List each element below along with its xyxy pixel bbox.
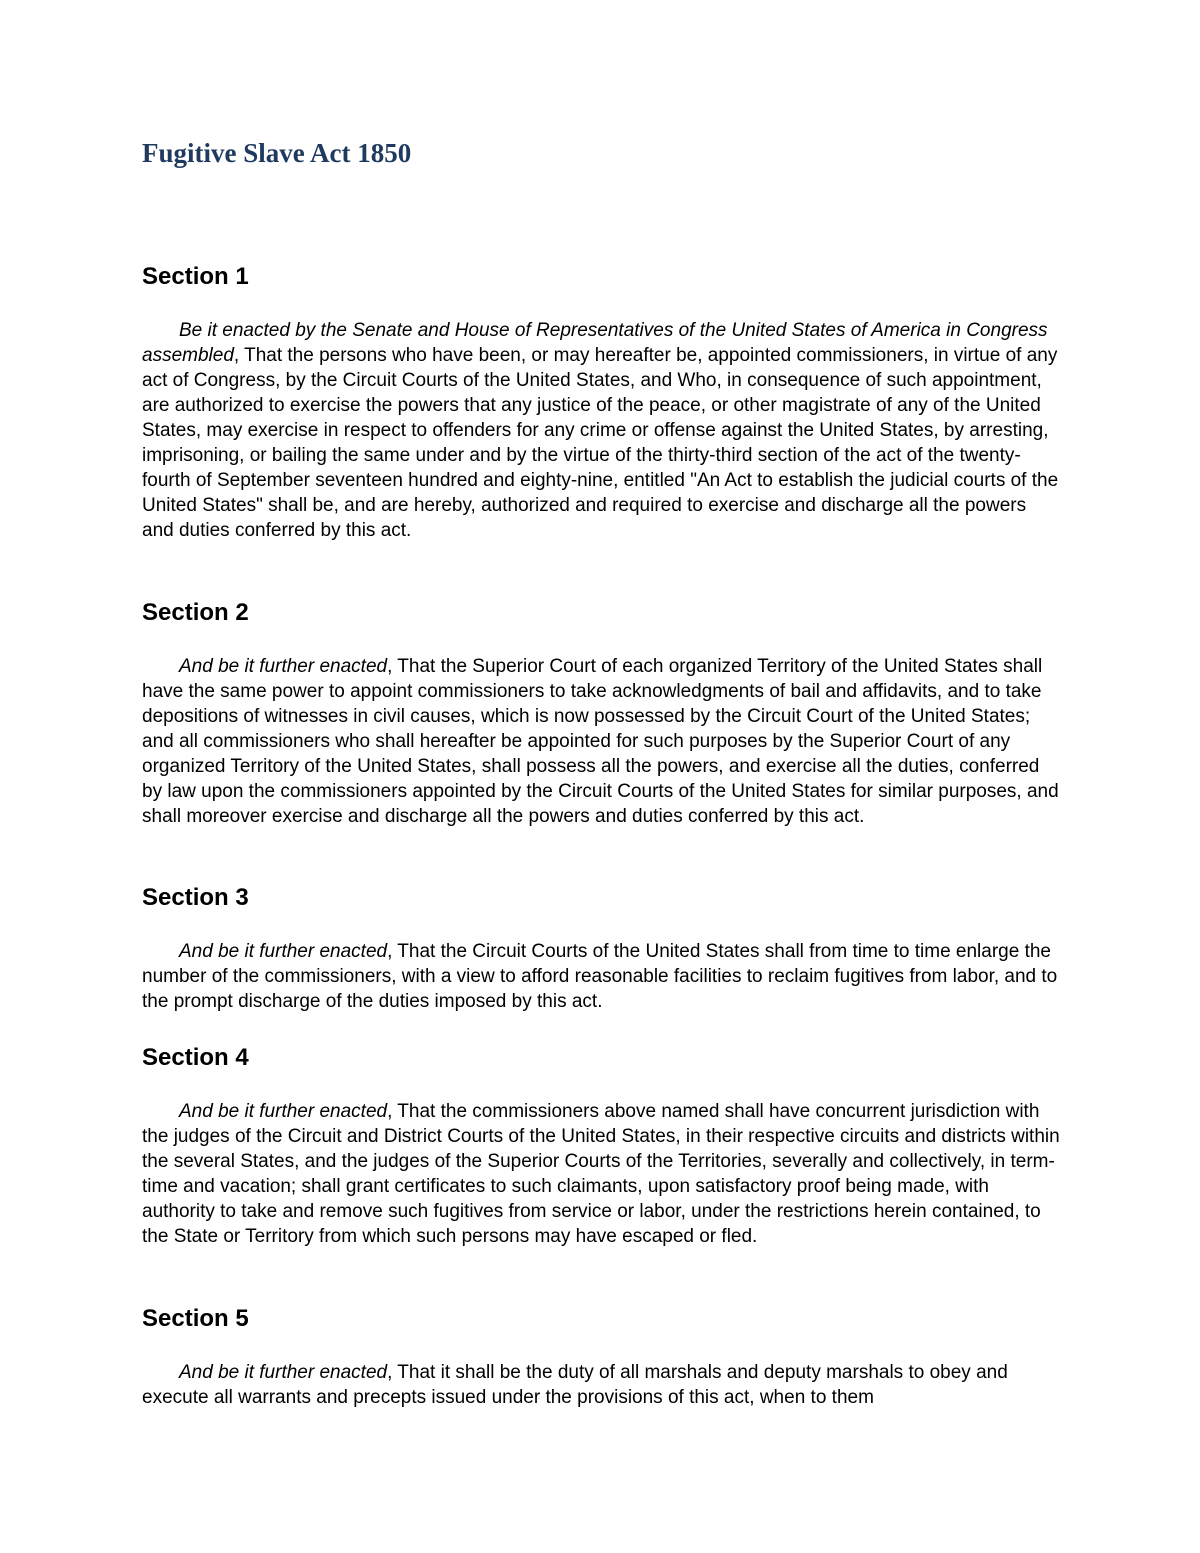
section-heading: Section 1 — [142, 263, 249, 290]
enacting-clause: And be it further enacted — [179, 1101, 388, 1122]
section-2 — [142, 598, 1062, 829]
section-paragraph — [142, 1099, 1062, 1249]
section-text: , That the Circuit Courts of the United States shall from time to time enlarge the number of the commissioners, with a view to afford reasonable facilities to reclaim fugitives from labor, and to the prompt discharge of the duties imposed by this act. — [142, 941, 1058, 1012]
section-heading: Section 2 — [142, 599, 249, 626]
section-5 — [142, 1304, 1062, 1410]
section-heading: Section 4 — [142, 1044, 249, 1071]
section-heading: Section 3 — [142, 884, 249, 911]
section-text: , That the commissioners above named shall have concurrent jurisdiction with the judges of the Circuit and District Courts of the United States, in their respective circuits and districts within the several States, and the judges of the Superior Courts of the Territories, severally and collectively, in term-time and vacation; shall grant certificates to such claimants, upon satisfactory proof being made, with authority to take and remove such fugitives from service or labor, under the restrictions herein contained, to the State or Territory from which such persons may have escaped or fled. — [142, 1101, 1060, 1247]
section-1 — [142, 262, 1062, 543]
section-text: , That the Superior Court of each organized Territory of the United States shall have the same power to appoint commissioners to take acknowledgments of bail and affidavits, and to take depositions of witnesses in civil causes, which is now possessed by the Circuit Court of the United States; and all commissioners who shall hereafter be appointed for such purposes by the Superior Court of any organized Territory of the United States, shall possess all the powers, and exercise all the duties, conferred by law upon the commissioners appointed by the Circuit Courts of the United States for similar purposes, and shall moreover exercise and discharge all the powers and duties conferred by this act. — [142, 656, 1059, 827]
section-paragraph — [142, 318, 1062, 543]
section-text: , That it shall be the duty of all marshals and deputy marshals to obey and execute all warrants and precepts issued under the provisions of this act, when to them — [142, 1362, 1008, 1408]
section-4 — [142, 1043, 1062, 1249]
section-text: , That the persons who have been, or may hereafter be, appointed commissioners, in virtue of any act of Congress, by the Circuit Courts of the United States, and Who, in consequence of such appointment, are authorized to exercise the powers that any justice of the peace, or other magistrate of any of the United States, may exercise in respect to offenders for any crime or offense against the United States, by arresting, imprisoning, or bailing the same under and by the virtue of the thirty-third section of the act of the twenty-fourth of September seventeen hundred and eighty-nine, entitled "An Act to establish the judicial courts of the United States" shall be, and are hereby, authorized and required to exercise and discharge all the powers and duties conferred by this act. — [142, 345, 1059, 541]
enacting-clause: And be it further enacted — [179, 941, 388, 962]
enacting-clause: And be it further enacted — [179, 656, 388, 677]
section-heading: Section 5 — [142, 1305, 249, 1332]
section-3 — [142, 883, 1062, 1014]
enacting-clause: And be it further enacted — [179, 1362, 388, 1383]
section-paragraph — [142, 654, 1062, 829]
document-title: Fugitive Slave Act 1850 — [142, 138, 412, 168]
enacting-clause: Be it enacted by the Senate and House of Representatives of the United States of America in Congress assembled — [142, 320, 1048, 366]
section-paragraph — [142, 1360, 1062, 1410]
section-paragraph — [142, 939, 1062, 1014]
